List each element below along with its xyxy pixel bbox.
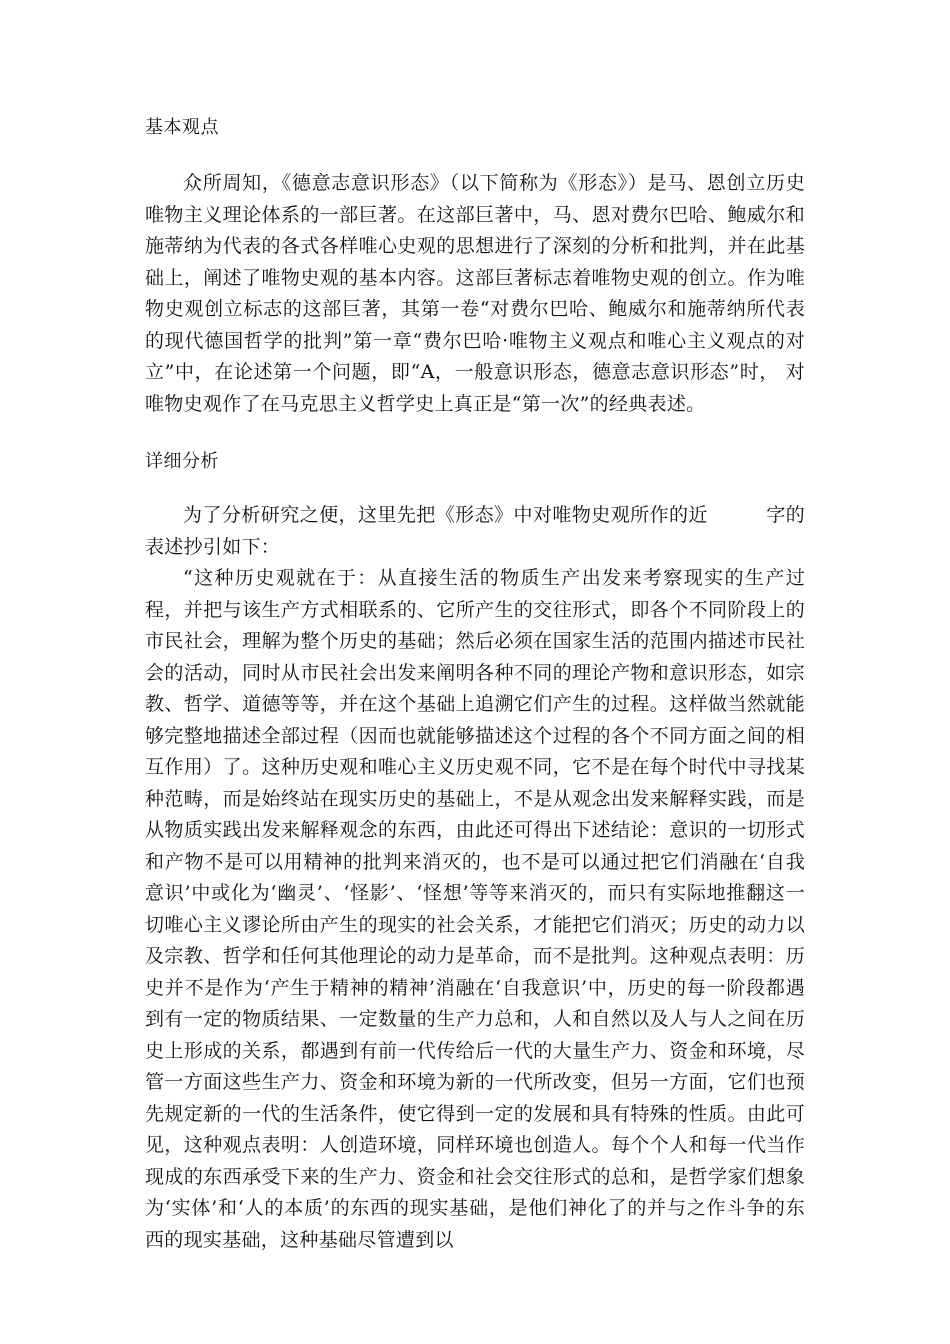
paragraph-lead: 为了分析研究之便，这里先把《形态》中对唯物史观所作的近 字的表述抄引如下： <box>145 504 805 558</box>
paragraph-intro: 众所周知，《德意志意识形态》（以下简称为《形态》）是马、恩创立历史唯物主义理论体系的一部巨著。在这部巨著中，马、恩对费尔巴哈、鲍威尔和施蒂纳为代表的各式各样唯心史观的思想进行了深刻的分析和批判，并在此基础上，阐述了唯物史观的基本内容。这部巨著标志着唯物史观的创立。作为唯物史观创立标志的这部巨著，其第一卷“对费尔巴哈、鲍威尔和施蒂纳所代表的现代德国哲学的批判”第一章“费尔巴哈·唯物主义观点和唯心主义观点的对立”中，在论述第一个问题，即“A，一般意识形态，德意志意识形态”时， 对唯物史观作了在马克思主义哲学史上真正是“第一次”的经典表述。 <box>145 172 805 415</box>
document-content <box>145 112 805 1256</box>
paragraph-quote: “这种历史观就在于：从直接生活的物质生产出发来考察现实的生产过程，并把与该生产方式相联系的、它所产生的交往形式，即各个不同阶段上的市民社会，理解为整个历史的基础；然后必须在国家生活的范围内描述市民社会的活动，同时从市民社会出发来阐明各种不同的理论产物和意识形态，如宗教、哲学、道德等等，并在这个基础上追溯它们产生的过程。这样做当然就能够完整地描述全部过程（因而也就能够描述这个过程的各个不同方面之间的相互作用）了。这种历史观和唯心主义历史观不同，它不是在每个时代中寻找某种范畴，而是始终站在现实历史的基础上，不是从观念出发来解释实践，而是从物质实践出发来解释观念的东西，由此还可得出下述结论：意识的一切形式和产物不是可以用精神的批判来消灭的，也不是可以通过把它们消融在‘自我意识’中或化为‘幽灵’、‘怪影’、‘怪想’等等来消灭的，而只有实际地推翻这一切唯心主义谬论所由产生的现实的社会关系，才能把它们消灭；历史的动力以及宗教、哲学和任何其他理论的动力是革命，而不是批判。这种观点表明：历史并不是作为‘产生于精神的精神’消融在‘自我意识’中，历史的每一阶段都遇到有一定的物质结果、一定数量的生产力总和，人和自然以及人与人之间在历史上形成的关系，都遇到有前一代传给后一代的大量生产力、资金和环境，尽管一方面这些生产力、资金和环境为新的一代所改变，但另一方面，它们也预先规定新的一代的生活条件，使它得到一定的发展和具有特殊的性质。由此可见，这种观点表明：人创造环境，同样环境也创造人。每个个人和每一代当作现成的东西承受下来的生产力、资金和社会交往形式的总和，是哲学家们想象为‘实体’和‘人的本质’的东西的现实基础，是他们神化了的并与之作斗争的东西的现实基础，这种基础尽管遭到以 <box>145 567 805 1251</box>
section-heading-detailed-analysis: 详细分析 <box>145 451 219 472</box>
section-heading-basic-views: 基本观点 <box>145 117 219 138</box>
